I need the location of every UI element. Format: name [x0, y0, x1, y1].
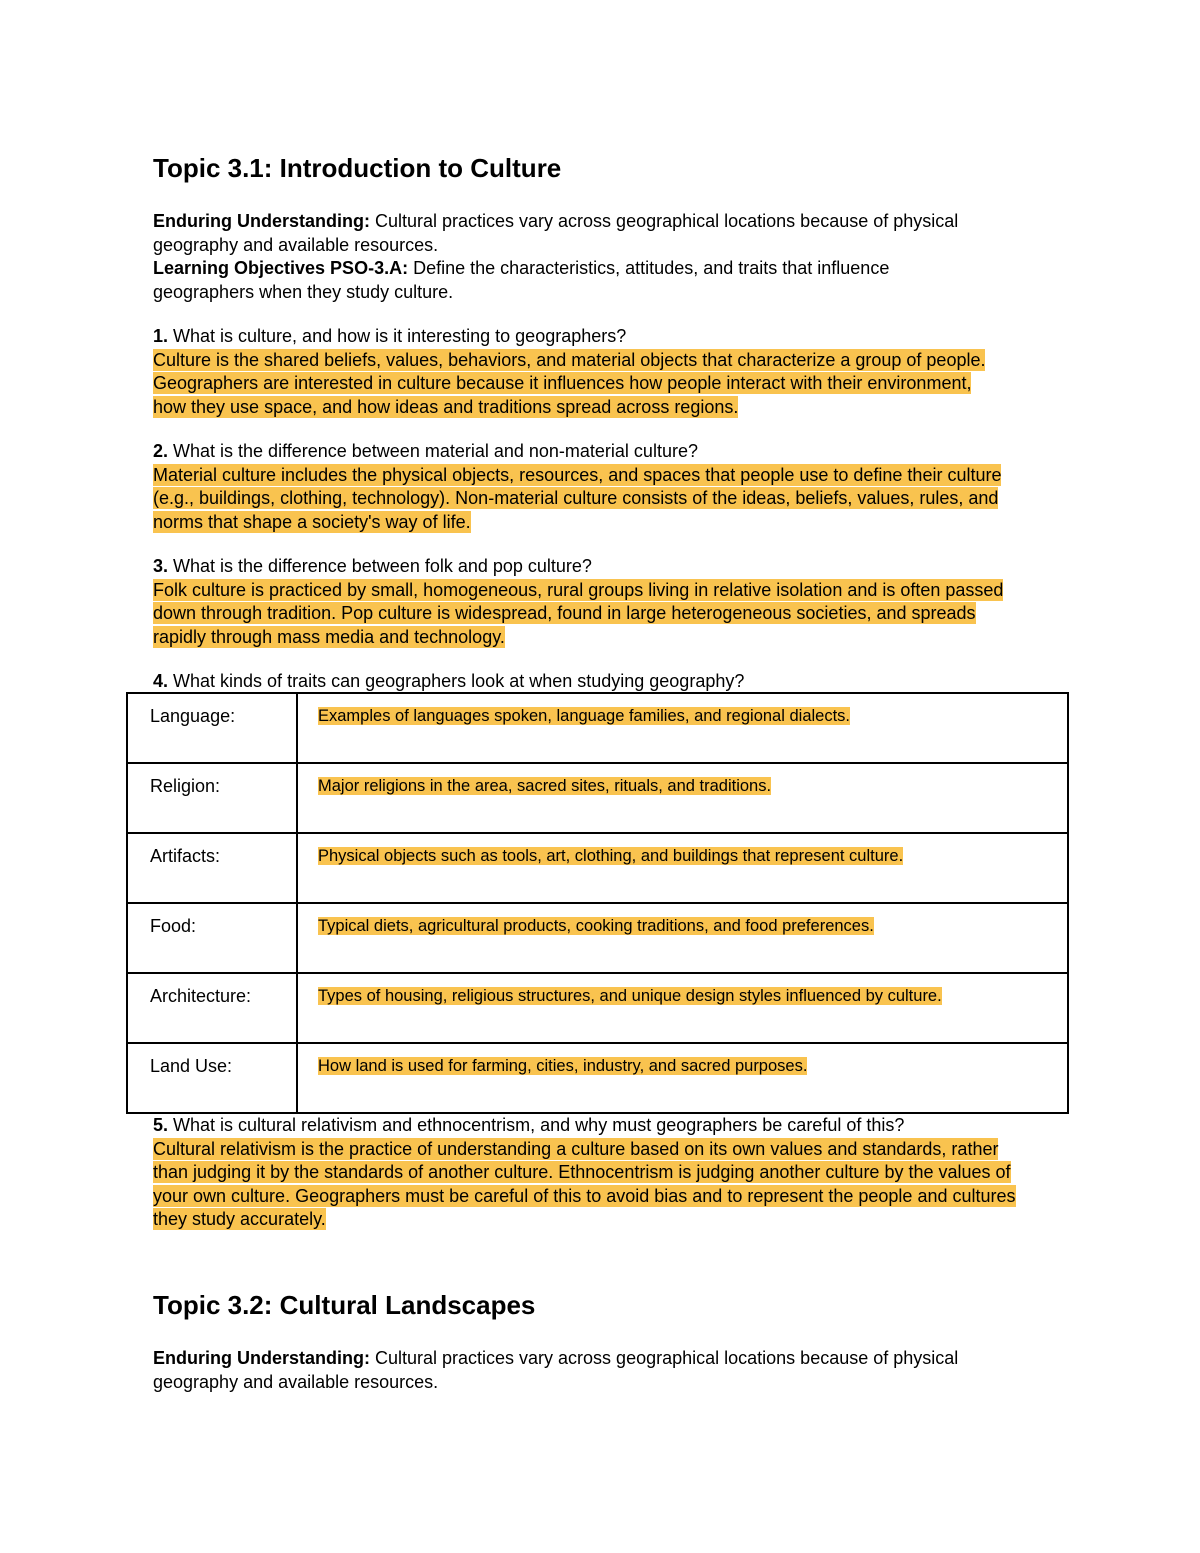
- table-row: [127, 833, 1068, 903]
- trait-label: Language:: [127, 693, 297, 763]
- table-row: [127, 903, 1068, 973]
- trait-value-text: Typical diets, agricultural products, cooking traditions, and food preferences.: [318, 917, 874, 935]
- enduring-understanding: [153, 1347, 973, 1394]
- question-number: 5.: [153, 1115, 169, 1135]
- question-number: 4.: [153, 671, 169, 691]
- trait-value-text: Physical objects such as tools, art, clothing, and buildings that represent culture.: [318, 847, 904, 865]
- enduring-understanding: [153, 210, 973, 257]
- eu-text: Cultural practices vary across geographical locations because of physical geography and available resources.: [153, 1348, 959, 1392]
- trait-label: Architecture:: [127, 973, 297, 1043]
- eu-text: Cultural practices vary across geographical locations because of physical geography and available resources.: [153, 211, 959, 255]
- question-1: [153, 325, 1003, 419]
- topic-intro: [153, 210, 973, 304]
- table-row: [127, 763, 1068, 833]
- question-label: What is culture, and how is it interesting to geographers?: [168, 326, 627, 346]
- trait-value: [297, 903, 1068, 973]
- topic-title: Topic 3.2: Cultural Landscapes: [153, 1290, 536, 1320]
- eu-label: Enduring Understanding:: [153, 1348, 370, 1368]
- question-number: 1.: [153, 326, 169, 346]
- table-row: [127, 693, 1068, 763]
- question-text: [153, 440, 1023, 464]
- trait-value: [297, 763, 1068, 833]
- trait-value: [297, 693, 1068, 763]
- trait-value: [297, 973, 1068, 1043]
- traits-table: [126, 692, 1069, 1114]
- trait-label: Artifacts:: [127, 833, 297, 903]
- question-label: What kinds of traits can geographers look at when studying geography?: [168, 671, 745, 691]
- trait-value-text: Types of housing, religious structures, and unique design styles influenced by culture.: [318, 987, 942, 1005]
- answer-highlight: Material culture includes the physical objects, resources, and spaces that people use to define their culture (e.g., buildings, clothing, technology). Non-material culture consists of the ideas, beliefs, values, rules, and norms that shape a society's way of life.: [153, 464, 1002, 532]
- topic-title: Topic 3.1: Introduction to Culture: [153, 153, 562, 183]
- question-number: 3.: [153, 556, 169, 576]
- trait-label: Religion:: [127, 763, 297, 833]
- topic-heading: [153, 1289, 1033, 1321]
- answer-text: [153, 579, 1023, 650]
- question-text: [153, 1114, 1028, 1138]
- question-label: What is the difference between material and non-material culture?: [168, 441, 698, 461]
- trait-value: [297, 833, 1068, 903]
- lo-label: Learning Objectives PSO-3.A:: [153, 258, 409, 278]
- trait-label: Land Use:: [127, 1043, 297, 1113]
- question-text: [153, 555, 1023, 579]
- topic-heading: [153, 152, 1033, 184]
- question-number: 2.: [153, 441, 169, 461]
- trait-value-text: How land is used for farming, cities, industry, and sacred purposes.: [318, 1057, 808, 1075]
- answer-highlight: Cultural relativism is the practice of understanding a culture based on its own values and standards, rather than judging it by the standards of another culture. Ethnocentrism is judging another culture by the values of your own culture. Geographers must be careful of this to avoid bias and to represent the people and cultures they study accurately.: [153, 1138, 1016, 1229]
- trait-value: [297, 1043, 1068, 1113]
- trait-value-text: Examples of languages spoken, language families, and regional dialects.: [318, 707, 851, 725]
- table-row: [127, 1043, 1068, 1113]
- question-3: [153, 555, 1023, 649]
- table-row: [127, 973, 1068, 1043]
- answer-text: [153, 1138, 1028, 1232]
- topic-intro: [153, 1347, 973, 1394]
- answer-text: [153, 464, 1023, 535]
- question-text: [153, 670, 1033, 694]
- question-text: [153, 325, 1003, 349]
- question-4: [153, 670, 1033, 694]
- answer-text: [153, 349, 1003, 420]
- learning-objectives: [153, 257, 893, 304]
- question-label: What is the difference between folk and pop culture?: [168, 556, 592, 576]
- trait-label: Food:: [127, 903, 297, 973]
- question-5: [153, 1114, 1028, 1232]
- answer-highlight: Folk culture is practiced by small, homogeneous, rural groups living in relative isolation and is often passed down through tradition. Pop culture is widespread, found in large heterogeneous societies, and spreads rapidly through mass media and technology.: [153, 579, 1004, 647]
- trait-value-text: Major religions in the area, sacred sites, rituals, and traditions.: [318, 777, 772, 795]
- answer-highlight: Culture is the shared beliefs, values, behaviors, and material objects that characterize a group of people. Geographers are interested in culture because it influences how people interact with their environment, how they use space, and how ideas and traditions spread across regions.: [153, 349, 986, 417]
- lo-text: Define the characteristics, attitudes, and traits that influence geographers when they study culture.: [153, 258, 890, 302]
- question-2: [153, 440, 1023, 534]
- eu-label: Enduring Understanding:: [153, 211, 370, 231]
- question-label: What is cultural relativism and ethnocentrism, and why must geographers be careful of this?: [168, 1115, 905, 1135]
